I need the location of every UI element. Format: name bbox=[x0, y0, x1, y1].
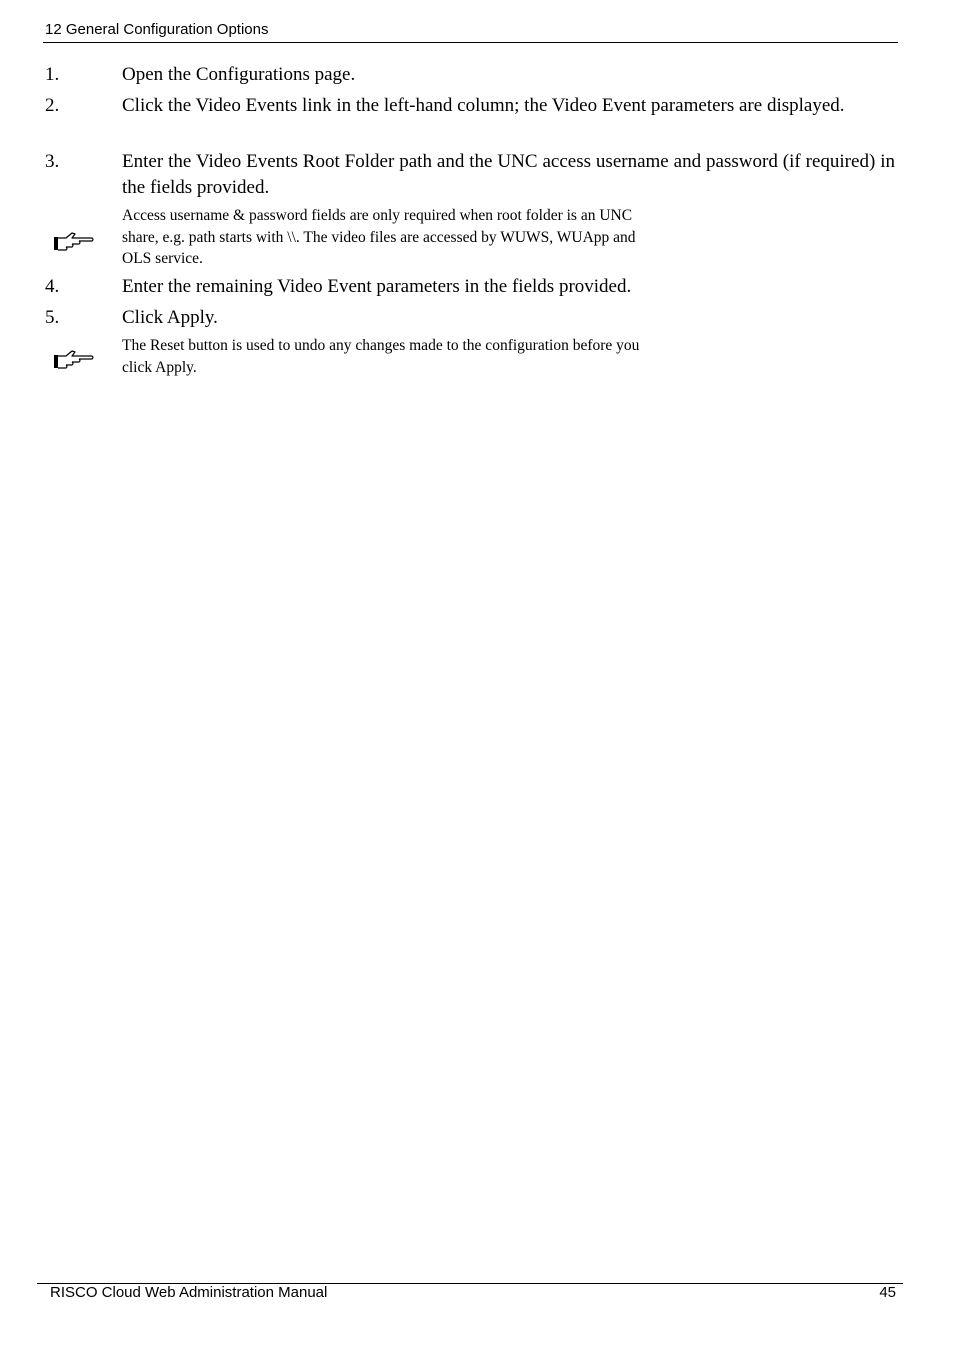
step-number: 5. bbox=[45, 307, 60, 328]
step-text: Open the Configurations page. bbox=[122, 64, 356, 85]
note-block bbox=[45, 335, 745, 378]
step-item bbox=[45, 149, 895, 201]
note-line: The Reset button is used to undo any changes made to the configuration before you bbox=[122, 337, 640, 354]
note-line: Access username & password fields are only required when root folder is an UNC bbox=[122, 207, 633, 224]
step-text: Enter the remaining Video Event parameters in the fields provided. bbox=[122, 276, 632, 297]
pointing-hand-icon bbox=[52, 230, 96, 256]
step-number: 2. bbox=[45, 95, 60, 116]
footer-manual-title: RISCO Cloud Web Administration Manual bbox=[50, 1284, 328, 1301]
step-item bbox=[45, 62, 895, 88]
running-header-title: 12 General Configuration Options bbox=[45, 21, 269, 38]
note-block bbox=[45, 205, 745, 270]
step-text: Click the Video Events link in the left-hand column; the Video Event parameters are displayed. bbox=[122, 95, 845, 116]
step-text: Enter the Video Events Root Folder path and the UNC access username and password (if required) in the fields provided. bbox=[122, 151, 895, 198]
step-number: 1. bbox=[45, 64, 60, 85]
pointing-hand-icon bbox=[52, 348, 96, 374]
step-item bbox=[45, 305, 895, 331]
header-divider bbox=[43, 42, 898, 43]
step-item bbox=[45, 93, 895, 119]
step-text: Click Apply. bbox=[122, 307, 218, 328]
note-line: click Apply. bbox=[122, 358, 197, 376]
step-number: 4. bbox=[45, 276, 60, 297]
step-item bbox=[45, 274, 895, 300]
page-number: 45 bbox=[879, 1284, 896, 1301]
note-line: share, e.g. path starts with \\. The video files are accessed by WUWS, WUApp and bbox=[122, 228, 636, 246]
note-line: OLS service. bbox=[122, 250, 203, 267]
step-number: 3. bbox=[45, 151, 60, 172]
